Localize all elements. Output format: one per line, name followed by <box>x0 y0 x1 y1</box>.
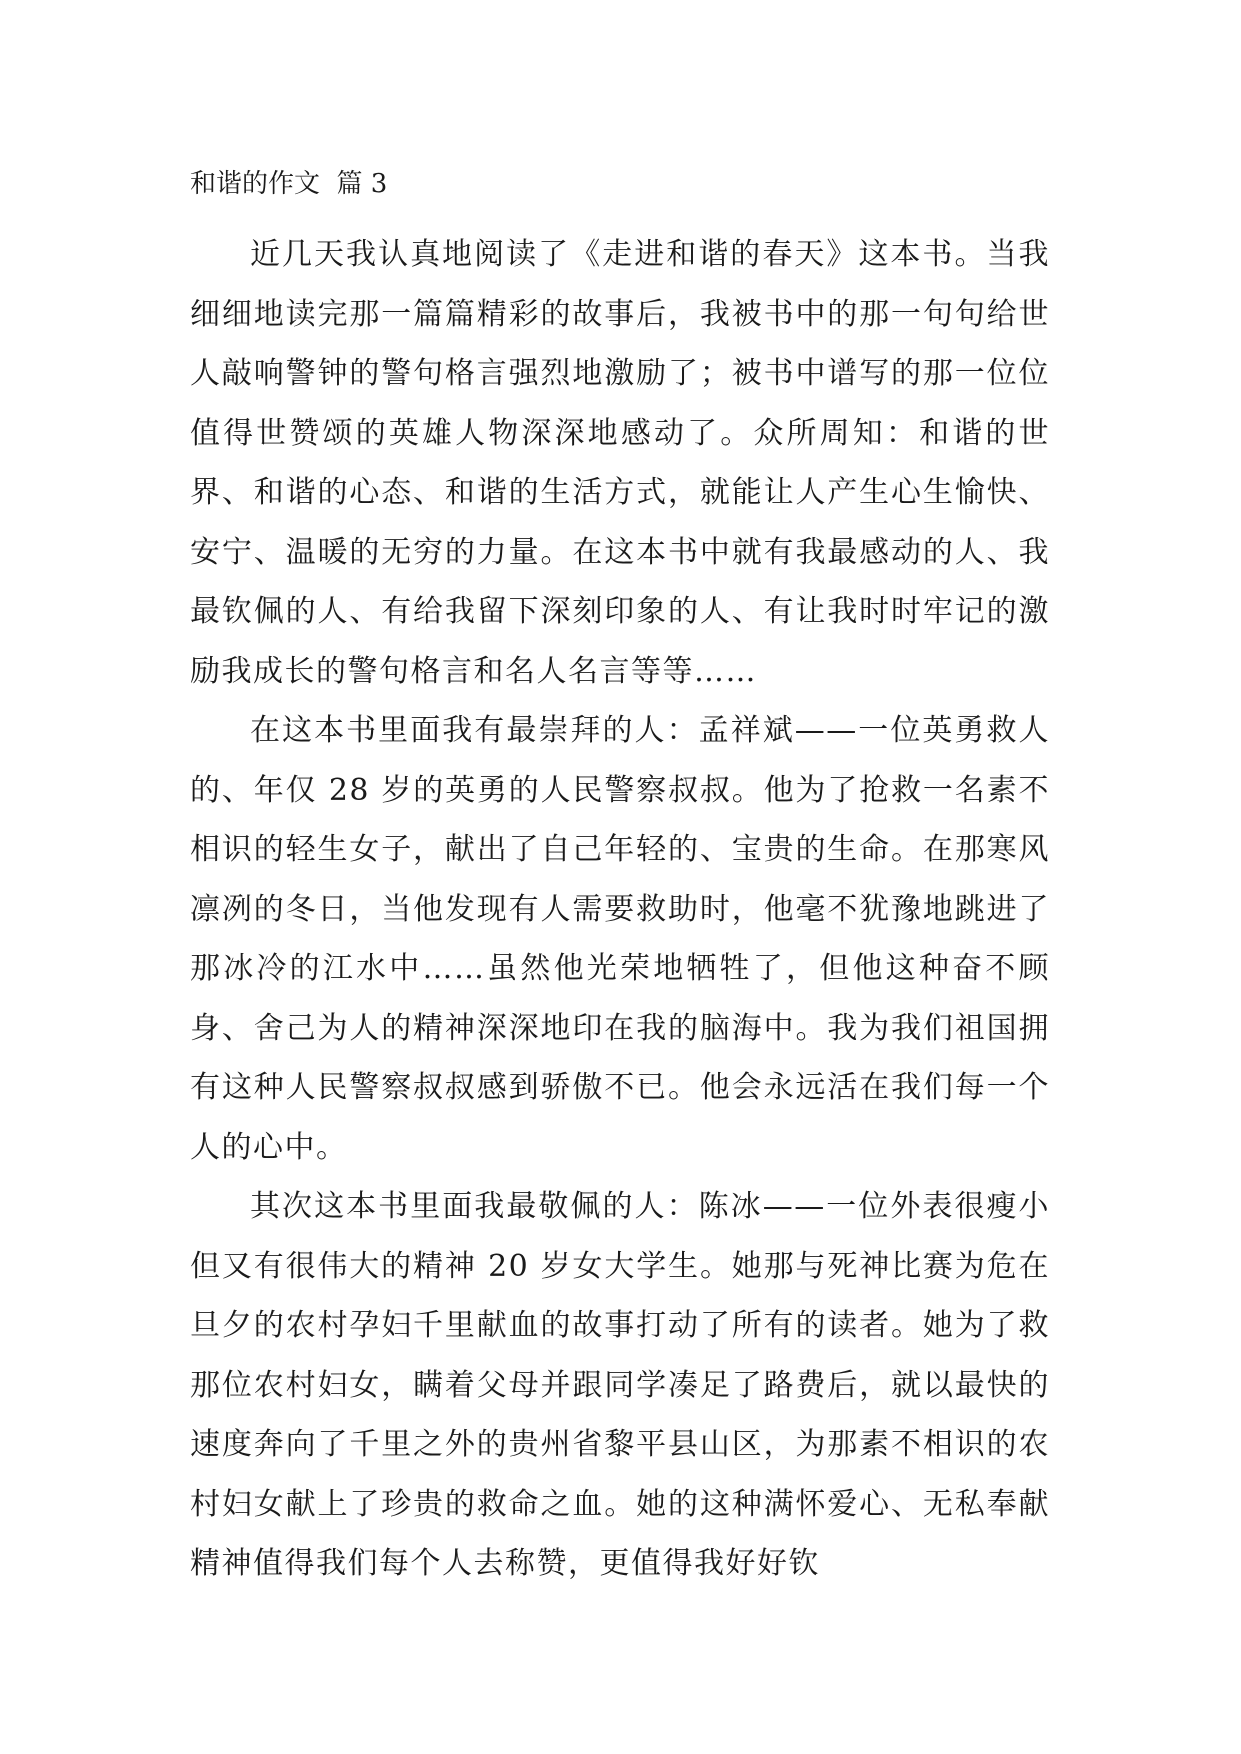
document-title: 和谐的作文 篇 3 <box>190 169 388 199</box>
paragraph-1: 近几天我认真地阅读了《走进和谐的春天》这本书。当我细细地读完那一篇篇精彩的故事后，我被书中的那一句句给世人敲响警钟的警句格言强烈地激励了；被书中谱写的那一位位值得世赞颂的英雄人物深深地感动了。众所周知：和谐的世界、和谐的心态、和谐的生活方式，就能让人产生心生愉快、安宁、温暖的无穷的力量。在这本书中就有我最感动的人、我最钦佩的人、有给我留下深刻印象的人、有让我时时牢记的激励我成长的警句格言和名人名言等等…… <box>190 237 1050 689</box>
document-body <box>190 225 1050 1594</box>
paragraph-2: 在这本书里面我有最崇拜的人：孟祥斌——一位英勇救人的、年仅 28 岁的英勇的人民警察叔叔。他为了抢救一名素不相识的轻生女子，献出了自己年轻的、宝贵的生命。在那寒风凛冽的冬日，当他发现有人需要救助时，他毫不犹豫地跳进了那冰冷的江水中……虽然他光荣地牺牲了，但他这种奋不顾身、舍己为人的精神深深地印在我的脑海中。我为我们祖国拥有这种人民警察叔叔感到骄傲不已。他会永远活在我们每一个人的心中。 <box>190 713 1050 1165</box>
paragraph-3: 其次这本书里面我最敬佩的人：陈冰——一位外表很瘦小但又有很伟大的精神 20 岁女大学生。她那与死神比赛为危在旦夕的农村孕妇千里献血的故事打动了所有的读者。她为了救那位农村妇女，瞒着父母并跟同学凑足了路费后，就以最快的速度奔向了千里之外的贵州省黎平县山区，为那素不相识的农村妇女献上了珍贵的救命之血。她的这种满怀爱心、无私奉献精神值得我们每个人去称赞，更值得我好好钦 <box>190 1189 1050 1581</box>
